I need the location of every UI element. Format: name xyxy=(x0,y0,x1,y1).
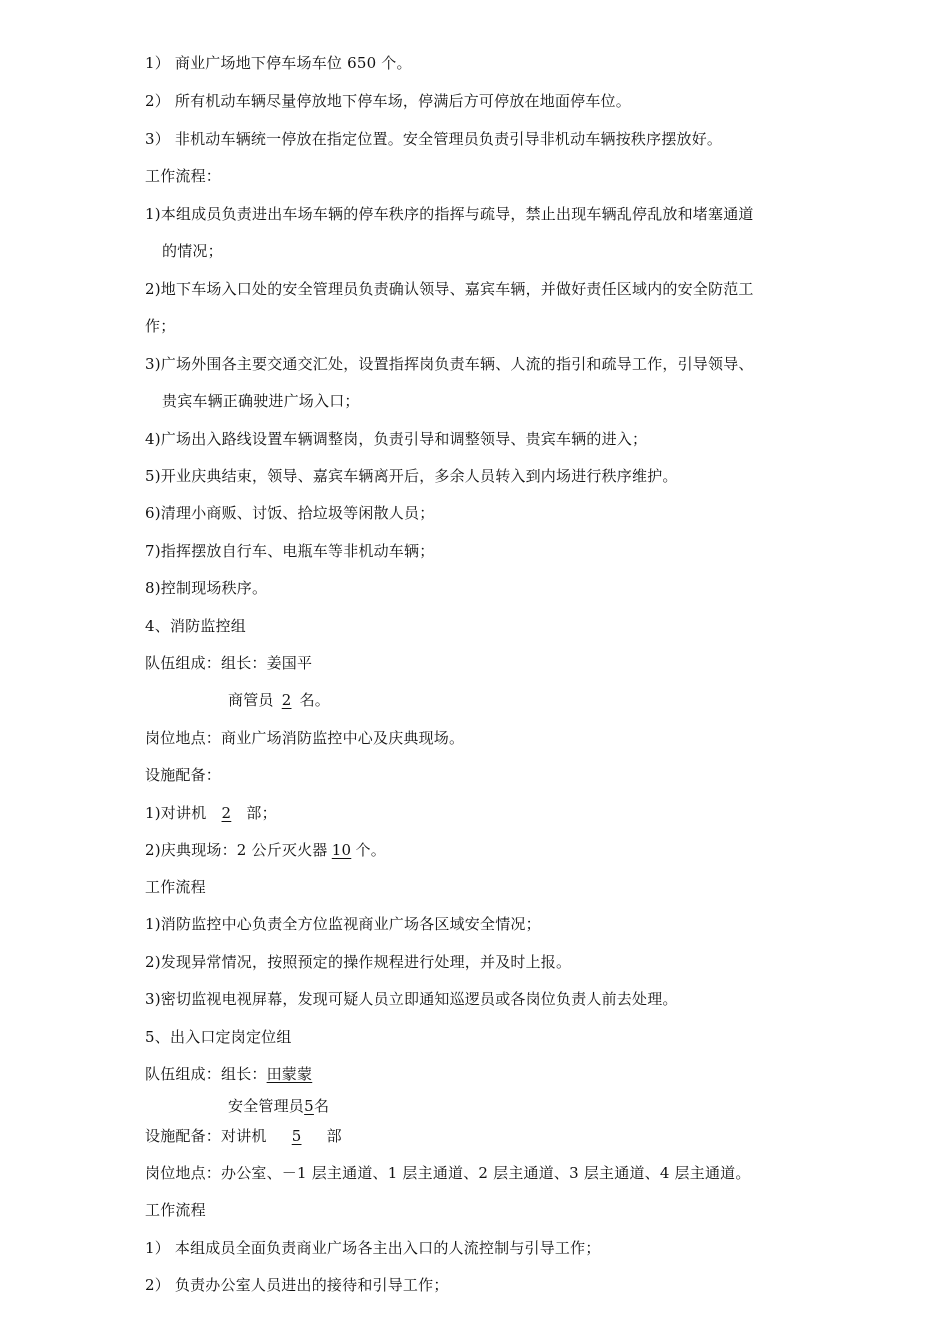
entrance-team-composition xyxy=(145,1064,312,1084)
fire-equipment-extinguisher xyxy=(145,840,386,860)
section-entrance-heading: 5、出入口定岗定位组 xyxy=(145,1028,292,1046)
radio-prefix: 1)对讲机 xyxy=(145,804,207,822)
fire-staff-suffix: 名。 xyxy=(299,691,331,709)
workflow-item-3: 3)广场外围各主要交通交汇处，设置指挥岗负责车辆、人流的指引和疏导工作，引导领导、 xyxy=(145,355,754,373)
workflow-item-8: 8)控制现场秩序。 xyxy=(145,579,268,597)
radio-suffix: 部； xyxy=(246,804,277,822)
fire-team-composition: 队伍组成：组长：姜国平 xyxy=(145,654,313,672)
entrance-equip-count: 5 xyxy=(291,1127,302,1145)
fire-equipment-radio xyxy=(145,803,277,823)
workflow-item-3-cont: 贵宾车辆正确驶进广场入口； xyxy=(162,392,360,410)
fire-workflow-item-3: 3)密切监视电视屏幕，发现可疑人员立即通知巡逻员或各岗位负责人前去处理。 xyxy=(145,990,678,1008)
workflow-item-5: 5)开业庆典结束，领导、嘉宾车辆离开后，多余人员转入到内场进行秩序维护。 xyxy=(145,467,678,485)
fire-workflow-item-1: 1)消防监控中心负责全方位监视商业广场各区域安全情况； xyxy=(145,915,541,933)
entrance-team-staff xyxy=(228,1096,329,1116)
workflow-item-4: 4)广场出入路线设置车辆调整岗，负责引导和调整领导、贵宾车辆的进入； xyxy=(145,430,648,448)
workflow-item-6: 6)清理小商贩、讨饭、拾垃圾等闲散人员； xyxy=(145,504,435,522)
entrance-equip-suffix: 部 xyxy=(326,1127,342,1145)
section-fire-monitoring-heading: 4、消防监控组 xyxy=(145,617,246,635)
entrance-team-location: 岗位地点：办公室、－1 层主通道、1 层主通道、2 层主通道、3 层主通道、4 层主通道。 xyxy=(145,1164,751,1182)
parking-item-3: 3） 非机动车辆统一停放在指定位置。安全管理员负责引导非机动车辆按秩序摆放好。 xyxy=(145,130,723,148)
parking-item-1: 1） 商业广场地下停车场车位 650 个。 xyxy=(145,54,412,72)
entrance-workflow-item-1: 1） 本组成员全面负责商业广场各主出入口的人流控制与引导工作； xyxy=(145,1239,601,1257)
parking-item-2: 2） 所有机动车辆尽量停放地下停车场，停满后方可停放在地面停车位。 xyxy=(145,92,631,110)
workflow-item-1: 1)本组成员负责进出车场车辆的停车秩序的指挥与疏导，禁止出现车辆乱停乱放和堵塞通道 xyxy=(145,205,754,223)
fire-staff-prefix: 商管员 xyxy=(228,691,274,709)
workflow-item-7: 7)指挥摆放自行车、电瓶车等非机动车辆； xyxy=(145,542,435,560)
entrance-team-equipment xyxy=(145,1126,342,1146)
fire-team-equipment-heading: 设施配备： xyxy=(145,766,222,784)
fire-staff-count: 2 xyxy=(281,691,292,709)
workflow-item-1-cont: 的情况； xyxy=(162,242,223,260)
entrance-staff-suffix: 名 xyxy=(314,1097,330,1115)
extinguisher-suffix: 个。 xyxy=(355,841,386,859)
entrance-workflow-item-2: 2） 负责办公室人员进出的接待和引导工作； xyxy=(145,1276,449,1294)
entrance-equip-prefix: 设施配备：对讲机 xyxy=(145,1127,267,1145)
radio-count: 2 xyxy=(221,804,232,822)
workflow-item-2: 2)地下车场入口处的安全管理员负责确认领导、嘉宾车辆，并做好责任区域内的安全防范工 xyxy=(145,280,754,298)
entrance-leader-name: 田蒙蒙 xyxy=(266,1065,313,1083)
workflow-heading: 工作流程： xyxy=(145,167,222,185)
extinguisher-prefix: 2)庆典现场：2 公斤灭火器 xyxy=(145,841,328,859)
workflow-item-2-cont: 作； xyxy=(145,317,176,335)
fire-workflow-heading: 工作流程 xyxy=(145,878,206,896)
entrance-workflow-heading: 工作流程 xyxy=(145,1201,206,1219)
entrance-staff-prefix: 安全管理员 xyxy=(228,1097,305,1115)
fire-workflow-item-2: 2)发现异常情况，按照预定的操作规程进行处理，并及时上报。 xyxy=(145,953,572,971)
extinguisher-count: 10 xyxy=(331,841,352,859)
entrance-staff-count: 5 xyxy=(304,1097,314,1115)
fire-team-location: 岗位地点：商业广场消防监控中心及庆典现场。 xyxy=(145,729,465,747)
fire-team-staff xyxy=(228,690,330,710)
entrance-team-label: 队伍组成：组长： xyxy=(145,1065,267,1083)
